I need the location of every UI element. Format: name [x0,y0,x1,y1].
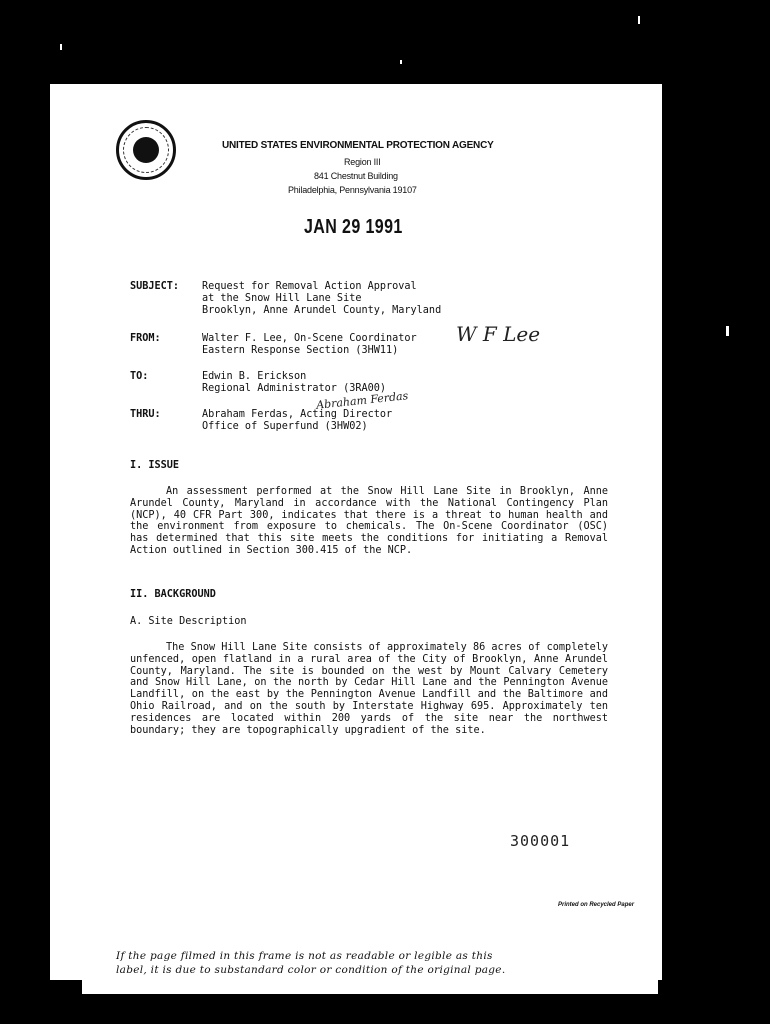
subject-label: SUBJECT: [130,281,180,292]
site-description-heading: A. Site Description [130,616,247,627]
issue-paragraph [130,486,608,557]
agency-name: UNITED STATES ENVIRONMENTAL PROTECTION AGENCY [222,140,494,151]
film-caption-line: label, it is due to substandard color or condition of the original page. [116,964,506,976]
seal-emblem [133,137,159,163]
issue-body: An assessment performed at the Snow Hill Lane Site in Brooklyn, Anne Arundel County, Maryland in accordance with the National Contingency Plan (NCP), 40 CFR Part 300, indicates that there is a threat to human health and the environment from exposure to chemicals. The On-Scene Coordinator (OSC) has determined that this site meets the conditions for initiating a Removal Action outlined in Section 300.415 of the NCP. [130,486,608,556]
from-signature: W F Lee [456,322,541,346]
thru-label: THRU: [130,409,161,420]
city-line: Philadelphia, Pennsylvania 19107 [288,185,417,195]
to-line: Regional Administrator (3RA00) [202,383,387,394]
thru-line: Office of Superfund (3HW02) [202,421,368,432]
subject-line: Request for Removal Action Approval [202,281,417,292]
epa-seal-icon [116,120,176,180]
from-line: Eastern Response Section (3HW11) [202,345,399,356]
building-line: 841 Chestnut Building [314,171,398,181]
thru-line: Abraham Ferdas, Acting Director [202,409,393,420]
scan-speck [638,16,640,24]
recycled-paper-note: Printed on Recycled Paper [558,902,635,908]
from-line: Walter F. Lee, On-Scene Coordinator [202,333,417,344]
subject-line: Brooklyn, Anne Arundel County, Maryland [202,305,442,316]
film-caption-line: If the page filmed in this frame is not as readable or legible as this [116,950,493,962]
subject-line: at the Snow Hill Lane Site [202,293,362,304]
region-line: Region III [344,157,381,167]
scan-speck [400,60,402,64]
scan-speck [60,44,62,50]
background-heading: II. BACKGROUND [130,589,216,600]
site-body: The Snow Hill Lane Site consists of approximately 86 acres of completely unfenced, open flatland in a rural area of the City of Brooklyn, Anne Arundel County, Maryland. The site is bounded on the west by Mount Calvary Cemetery and Snow Hill Lane, on the north by Cedar Hill Lane and the Pennington Avenue Landfill, on the east by the Pennington Avenue Landfill and the Baltimore and Ohio Railroad, and on the south by Interstate Highway 695. Approximately ten residences are located within 200 yards of the site near the northwest boundary; they are topographically upgradient of the site. [130,642,608,736]
issue-heading: I. ISSUE [130,460,180,471]
to-line: Edwin B. Erickson [202,371,307,382]
bates-number: 300001 [510,832,571,850]
from-label: FROM: [130,333,161,344]
memo-date: JAN 29 1991 [304,216,403,238]
to-label: TO: [130,371,149,382]
site-paragraph [130,642,608,736]
scan-speck [726,326,729,336]
thru-signature: Abraham Ferdas [315,389,409,412]
